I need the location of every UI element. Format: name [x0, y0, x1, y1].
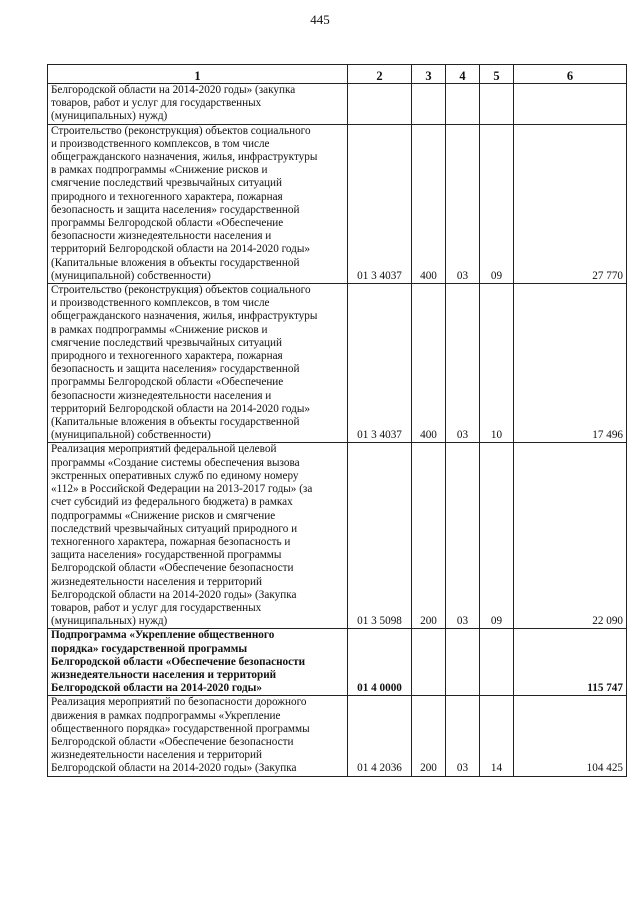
row-subsection: [480, 629, 514, 696]
row-code: 01 3 4037: [348, 284, 412, 443]
description-line: товаров, работ и услуг для государственных: [51, 97, 262, 110]
row-amount: 17 496: [514, 284, 627, 443]
description-line: счет субсидий из федерального бюджета) в рамках: [51, 496, 293, 509]
table-row: [48, 696, 627, 776]
description-line: Белгородской области на 2014-2020 годы» (закупка: [51, 84, 296, 96]
column-header-code: 2: [348, 65, 412, 84]
row-subsection: 09: [480, 443, 514, 629]
description-line: (муниципальных) нужд): [51, 615, 168, 628]
table-row: [48, 443, 627, 629]
description-line: жизнедеятельности населения и территорий: [51, 668, 277, 681]
description-line: смягчение последствий чрезвычайных ситуаций: [51, 336, 283, 349]
description-line: Белгородской области на 2014-2020 годы»: [51, 682, 262, 695]
row-description: [48, 124, 348, 283]
table-body: [48, 84, 627, 777]
description-line: Реализация мероприятий федеральной целевой: [51, 443, 277, 456]
description-line: движения в рамках подпрограммы «Укрепление: [51, 709, 281, 722]
table-row: [48, 629, 627, 696]
row-subsection: 14: [480, 696, 514, 776]
row-expense-type: 200: [412, 696, 446, 776]
description-line: защита населения» государственной программы: [51, 549, 282, 562]
row-amount: 22 090: [514, 443, 627, 629]
description-line: (муниципальной) собственности): [51, 429, 211, 442]
row-code: 01 3 5098: [348, 443, 412, 629]
description-line: и производственного комплексов, в том числе: [51, 297, 270, 310]
row-section: 03: [446, 443, 480, 629]
description-line: природного и техногенного характера, пожарная: [51, 350, 283, 363]
description-line: безопасность и защита населения» государственной: [51, 203, 300, 216]
row-section: 03: [446, 696, 480, 776]
description-line: безопасности жизнедеятельности населения и: [51, 389, 272, 402]
row-code: 01 4 0000: [348, 629, 412, 696]
description-line: Белгородской области «Обеспечение безопасности: [51, 735, 294, 748]
description-line: смягчение последствий чрезвычайных ситуаций: [51, 177, 283, 190]
row-subsection: 09: [480, 124, 514, 283]
description-line: природного и техногенного характера, пожарная: [51, 190, 283, 203]
row-code: 01 4 2036: [348, 696, 412, 776]
table-row: [48, 284, 627, 443]
description-line: жизнедеятельности населения и территорий: [51, 575, 262, 588]
description-line: (муниципальной) собственности): [51, 269, 211, 282]
description-line: техногенного характера, пожарная безопасность и: [51, 535, 291, 548]
description-line: Белгородской области «Обеспечение безопасности: [51, 655, 306, 668]
row-description: [48, 696, 348, 776]
row-expense-type: 400: [412, 124, 446, 283]
description-line: безопасность и защита населения» государственной: [51, 363, 300, 376]
description-line: (муниципальных) нужд): [51, 110, 168, 123]
budget-table: [47, 64, 627, 777]
row-code: [348, 84, 412, 125]
description-line: Строительство (реконструкция) объектов социального: [51, 284, 311, 297]
description-line: общественного порядка» государственной программы: [51, 722, 310, 735]
description-line: экстренных оперативных служб по единому номеру: [51, 469, 299, 482]
description-line: (Капитальные вложения в объекты государственной: [51, 416, 300, 429]
description-line: Строительство (реконструкция) объектов социального: [51, 124, 311, 137]
description-line: общегражданского назначения, жилья, инфраструктуры: [51, 151, 318, 164]
description-line: товаров, работ и услуг для государственных: [51, 601, 262, 614]
row-section: [446, 84, 480, 125]
row-amount: 104 425: [514, 696, 627, 776]
row-amount: [514, 84, 627, 125]
page-number: 445: [310, 12, 330, 27]
row-description: [48, 284, 348, 443]
column-header-subsection: 5: [480, 65, 514, 84]
row-subsection: 10: [480, 284, 514, 443]
column-header-amount: 6: [514, 65, 627, 84]
row-section: 03: [446, 284, 480, 443]
description-line: подпрограммы «Снижение рисков и смягчение: [51, 509, 276, 522]
description-line: в рамках подпрограммы «Снижение рисков и: [51, 164, 268, 177]
description-line: общегражданского назначения, жилья, инфраструктуры: [51, 310, 318, 323]
row-amount: 27 770: [514, 124, 627, 283]
row-description: [48, 84, 348, 125]
row-expense-type: 400: [412, 284, 446, 443]
description-line: последствий чрезвычайных ситуаций природного и: [51, 522, 298, 535]
row-description: [48, 443, 348, 629]
row-section: [446, 629, 480, 696]
description-line: Белгородской области «Обеспечение безопасности: [51, 562, 294, 575]
description-line: «112» в Российской Федерации на 2013-2017 годы» (за: [51, 483, 313, 496]
description-line: безопасности жизнедеятельности населения и: [51, 230, 272, 243]
row-amount: 115 747: [514, 629, 627, 696]
description-line: программы Белгородской области «Обеспечение: [51, 376, 284, 389]
column-header-expense-type: 3: [412, 65, 446, 84]
description-line: Белгородской области на 2014-2020 годы» (Закупка: [51, 588, 297, 601]
column-header-section: 4: [446, 65, 480, 84]
table-row: [48, 84, 627, 125]
description-line: программы Белгородской области «Обеспечение: [51, 217, 284, 230]
row-expense-type: [412, 84, 446, 125]
row-code: 01 3 4037: [348, 124, 412, 283]
description-line: территорий Белгородской области на 2014-2020 годы»: [51, 402, 310, 415]
description-line: территорий Белгородской области на 2014-2020 годы»: [51, 243, 310, 256]
description-line: в рамках подпрограммы «Снижение рисков и: [51, 323, 268, 336]
description-line: программы «Создание системы обеспечения вызова: [51, 456, 300, 469]
table-header-row: [48, 65, 627, 84]
description-line: (Капитальные вложения в объекты государственной: [51, 256, 300, 269]
description-line: порядка» государственной программы: [51, 642, 248, 655]
row-expense-type: [412, 629, 446, 696]
row-section: 03: [446, 124, 480, 283]
row-expense-type: 200: [412, 443, 446, 629]
column-header-description: 1: [48, 65, 348, 84]
description-line: Белгородской области на 2014-2020 годы» (Закупка: [51, 762, 297, 775]
row-description: [48, 629, 348, 696]
row-subsection: [480, 84, 514, 125]
table-row: [48, 124, 627, 283]
description-line: жизнедеятельности населения и территорий: [51, 749, 262, 762]
description-line: и производственного комплексов, в том числе: [51, 137, 270, 150]
description-line: Реализация мероприятий по безопасности дорожного: [51, 696, 307, 709]
description-line: Подпрограмма «Укрепление общественного: [51, 629, 275, 642]
